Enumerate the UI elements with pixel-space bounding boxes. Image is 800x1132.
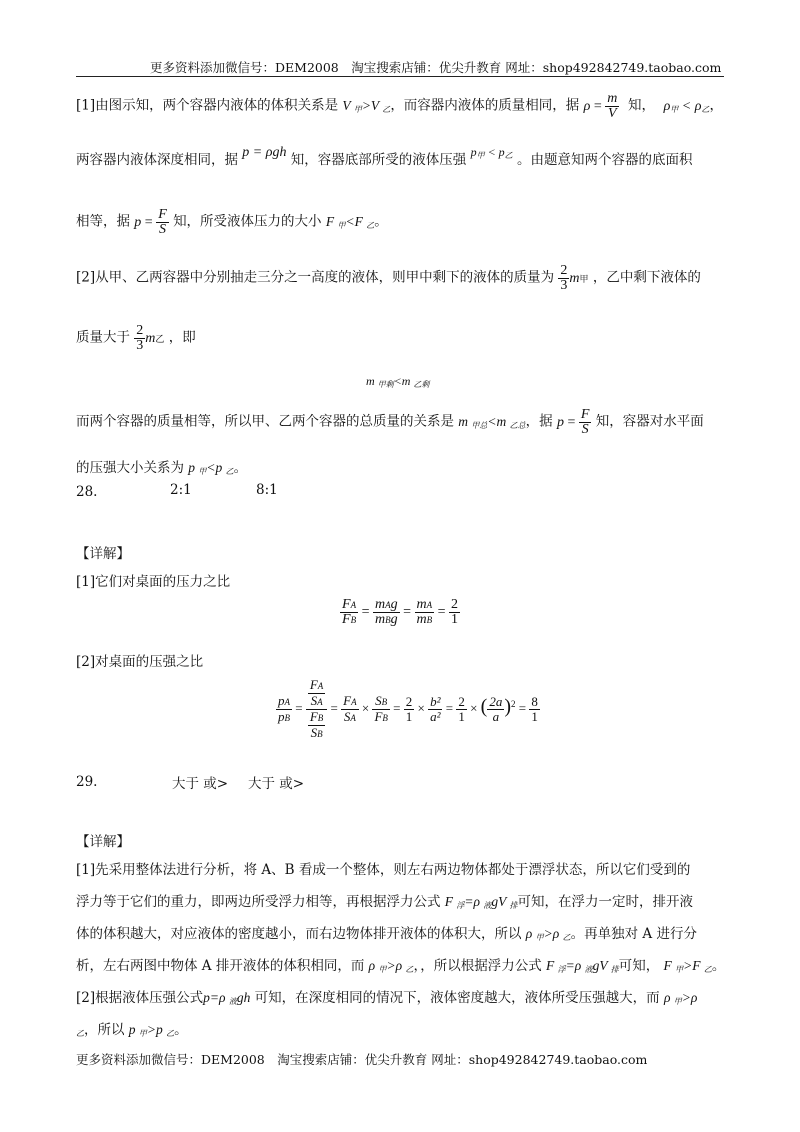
- formula-pressure-compare-final: p 甲>p 乙: [128, 1022, 175, 1038]
- q29-text: 可知，在浮力一定时，排开液: [517, 894, 694, 910]
- q27-text: 。由题意知两个容器的底面积: [516, 152, 693, 168]
- q27-text: 的压强大小关系为: [76, 460, 184, 476]
- formula-liquid-pressure: p=ρ 液gh: [203, 990, 251, 1006]
- formula-pressure-def: p = $\frac{F}{S}$: [134, 207, 167, 237]
- q28-step-2: [2]对桌面的压强之比: [76, 654, 204, 670]
- q27-text: ，而容器内液体的质量相同，据: [390, 97, 580, 114]
- q29-line-4: 析，左右两图中物体 A 排开液体的体积相同，而 ρ 甲>ρ 乙，，所以根据浮力公式 F 浮=ρ 液gV 排可知， F 甲>F 乙。: [76, 958, 726, 974]
- q27-text: 知，容器底部所受的液体压强: [290, 152, 467, 168]
- formula-pressure-compare: p甲 < p乙: [470, 145, 513, 160]
- q29-line-3: [76, 922, 697, 942]
- q27-text: [2]从甲、乙两容器中分别抽走三分之一高度的液体，则甲中剩下的液体的质量为: [76, 269, 555, 286]
- q27-text: 知，: [627, 97, 655, 114]
- q29-line-2: [76, 890, 693, 910]
- q27-line-2: [76, 145, 693, 169]
- formula-density-compare: ρ甲 < ρ乙: [663, 98, 710, 114]
- q29-text: 体的体积越大，对应液体的密度越小，而右边物体排开液体的体积大，所以: [76, 926, 522, 942]
- q27-text: 质量大于: [76, 329, 130, 346]
- q27-line-5: [76, 324, 196, 353]
- q29-number: 29.: [76, 774, 98, 790]
- q28-answer-2: 8:1: [256, 482, 278, 498]
- formula-remaining-compare: m 甲剩<m 乙剩: [366, 374, 430, 389]
- q29-line-6: 乙，所以 p 甲>p 乙。: [76, 1022, 188, 1038]
- formula-total-mass-compare: m 甲总<m 乙总: [458, 413, 526, 430]
- q27-line-3: 相等，据 p = $\frac{F}{S}$ 知，所受液体压力的大小 F 甲<F 乙。: [76, 207, 388, 237]
- q27-line-4: [76, 264, 701, 293]
- formula-pressure-ratio: $\frac{pA}{pB}$ = $\frac{\frac{FA}{SA}}{\frac{FB}{SB}}$ = $\frac{FA}{SA}$ × $\frac{SB}{FB}$ = $\frac{2}{1}$ × $\frac{\text{b²}}{\text{a²}}$ = $\frac{2}{1}$ × ( $\frac{2a}{a}$ )$^2$ = $\frac{8}{1}$: [278, 677, 538, 740]
- formula-density-compare-4a: ρ 甲>ρ: [663, 990, 698, 1006]
- q27-text: 相等，据: [76, 213, 130, 230]
- q29-text: ，所以: [84, 1022, 125, 1038]
- q27-text: ，即: [168, 329, 196, 346]
- q29-answer-1: 大于 或>: [172, 776, 229, 792]
- formula-pressure-liquid: p = ρgh: [242, 145, 287, 160]
- q29-text: 乙: [76, 1029, 84, 1038]
- q29-text: 浮力等于它们的重力，即两边所受浮力相等，再根据浮力公式: [76, 894, 441, 910]
- formula-force-compare-2: F 甲>F 乙: [663, 958, 712, 974]
- formula-buoyancy-2: F 浮=ρ 液gV 排: [546, 958, 619, 974]
- q27-text: 两容器内液体深度相同，据: [76, 152, 238, 168]
- formula-density-compare-2: ρ 甲>ρ 乙: [525, 926, 571, 942]
- formula-density: ρ = $\frac{m}{V}$: [583, 91, 618, 121]
- q27-text: ，据: [525, 413, 553, 430]
- formula-density-compare-3: ρ 甲>ρ 乙: [368, 958, 414, 974]
- header-rule: [76, 76, 724, 77]
- q27-line-1: [1]由图示知，两个容器内液体的体积关系是 V 甲>V 乙，而容器内液体的质量相同，据 ρ = $\frac{m}{V}$ 知， ρ甲 < ρ乙，: [76, 91, 723, 121]
- q29-line-5: [76, 986, 697, 1006]
- formula-pressure-def-2: p = $\frac{F}{S}$: [556, 407, 590, 437]
- formula-volume-relation: V 甲>V 乙: [342, 97, 391, 114]
- q29-text: 析，左右两图中物体 A 排开液体的体积相同，而: [76, 958, 365, 974]
- q29-detail-heading: 【详解】: [76, 834, 130, 850]
- formula-force-ratio: $\frac{FA}{FB}$ = $\frac{\text{mAg}}{\text{mBg}}$ = $\frac{mA}{mB}$ = $\frac{2}{1}$: [342, 597, 459, 627]
- q28-answer-1: 2:1: [170, 482, 192, 498]
- q27-line-7: 的压强大小关系为 p 甲<p 乙。: [76, 460, 248, 476]
- q29-text: 。再单独对 A 进行分: [570, 926, 697, 942]
- q28-number: 28.: [76, 484, 98, 500]
- q29-text: ，所以根据浮力公式: [420, 958, 542, 974]
- q29-text: [2]根据液体压强公式: [76, 990, 204, 1006]
- formula-mass-remaining-a: $\frac{2}{3}$ m甲: [560, 263, 589, 293]
- q27-text: 而两个容器的质量相等，所以甲、乙两个容器的总质量的关系是: [76, 413, 454, 430]
- formula-pressure-final-compare: p 甲<p 乙: [188, 460, 234, 476]
- page-header: 更多资料添加微信号：DEM2008 淘宝搜索店铺：优尖升教育 网址：shop492842749.taobao.com: [150, 60, 722, 75]
- q29-text: 可知，在深度相同的情况下，液体密度越大，液体所受压强越大，而: [254, 990, 660, 1006]
- q27-text: 知，所受液体压力的大小: [173, 213, 322, 230]
- q27-line-6: [76, 408, 704, 437]
- q27-text: 知，容器对水平面: [595, 413, 704, 430]
- q28-step-1: [1]它们对桌面的压力之比: [76, 574, 231, 590]
- q29-text: 可知，: [618, 958, 660, 974]
- q27-text: ，乙中剩下液体的: [592, 269, 701, 286]
- formula-force-compare: F 甲<F 乙: [325, 213, 375, 230]
- q29-answer-2: 大于 或>: [248, 776, 305, 792]
- q27-text: [1]由图示知，两个容器内液体的体积关系是: [76, 97, 339, 114]
- formula-mass-remaining-b: $\frac{2}{3}$ m乙: [136, 323, 165, 353]
- page-footer: 更多资料添加微信号：DEM2008 淘宝搜索店铺：优尖升教育 网址：shop492842749.taobao.com: [76, 1052, 648, 1067]
- q28-detail-heading: 【详解】: [76, 546, 130, 562]
- formula-buoyancy: F 浮=ρ 液gV 排: [444, 894, 518, 910]
- q29-line-1: [1]先采用整体法进行分析，将 A、B 看成一个整体，则左右两边物体都处于漂浮状态，所以它们受到的: [76, 862, 691, 878]
